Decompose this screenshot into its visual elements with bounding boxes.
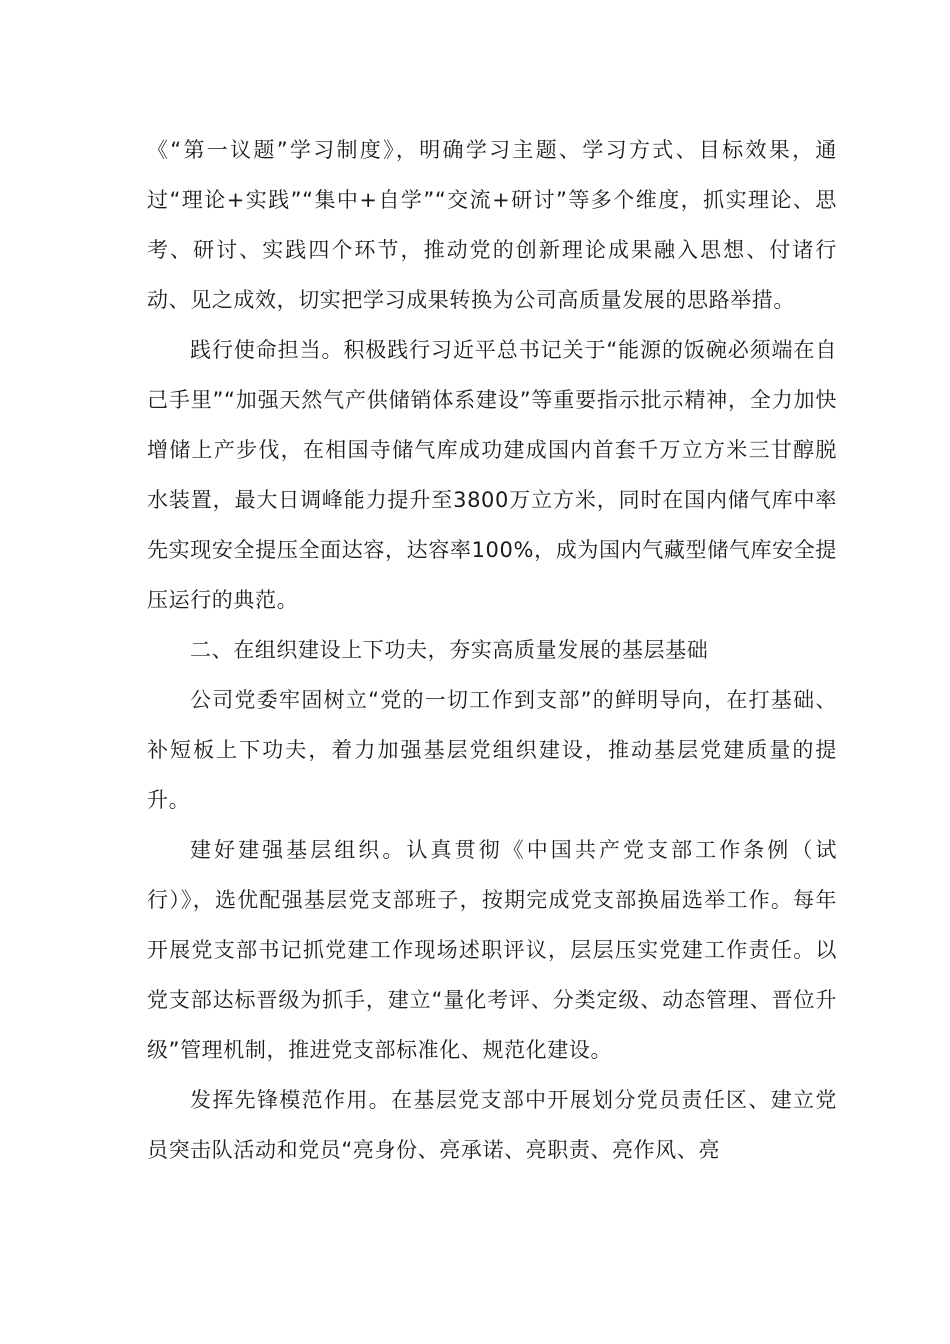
- paragraph-grassroots-organization: 建好建强基层组织。认真贯彻《中国共产党支部工作条例（试行）》，选优配强基层党支部班子，按期完成党支部换届选举工作。每年开展党支部书记抓党建工作现场述职评议，层层压实党建工作责任。以党支部达标晋级为抓手，建立“量化考评、分类定级、动态管理、晋位升级”管理机制，推进党支部标准化、规范化建设。: [147, 838, 837, 1062]
- paragraph-mission: 践行使命担当。积极践行习近平总书记关于“能源的饭碗必须端在自己手里”“加强天然气产供储销体系建设”等重要指示批示精神，全力加快增储上产步伐，在相国寺储气库成功建成国内首套千万立方米三甘醇脱水装置，最大日调峰能力提升至3800万立方米，同时在国内储气库中率先实现安全提压全面达容，达容率100%，成为国内气藏型储气库安全提压运行的典范。: [147, 338, 837, 612]
- paragraph-vanguard-role: 发挥先锋模范作用。在基层党支部中开展划分党员责任区、建立党员突击队活动和党员“亮身份、亮承诺、亮职责、亮作风、亮: [147, 1088, 837, 1162]
- paragraph-study-system: 《“第一议题”学习制度》，明确学习主题、学习方式、目标效果，通过“理论+实践”“集中+自学”“交流+研讨”等多个维度，抓实理论、思考、研讨、实践四个环节，推动党的创新理论成果融入思想、付诸行动、见之成效，切实把学习成果转换为公司高质量发展的思路举措。: [147, 138, 837, 312]
- section-heading-organization: 二、在组织建设上下功夫，夯实高质量发展的基层基础: [190, 638, 709, 662]
- document-body: [147, 125, 837, 1175]
- paragraph-party-committee: 公司党委牢固树立“党的一切工作到支部”的鲜明导向，在打基础、补短板上下功夫，着力加强基层党组织建设，推动基层党建质量的提升。: [147, 688, 837, 812]
